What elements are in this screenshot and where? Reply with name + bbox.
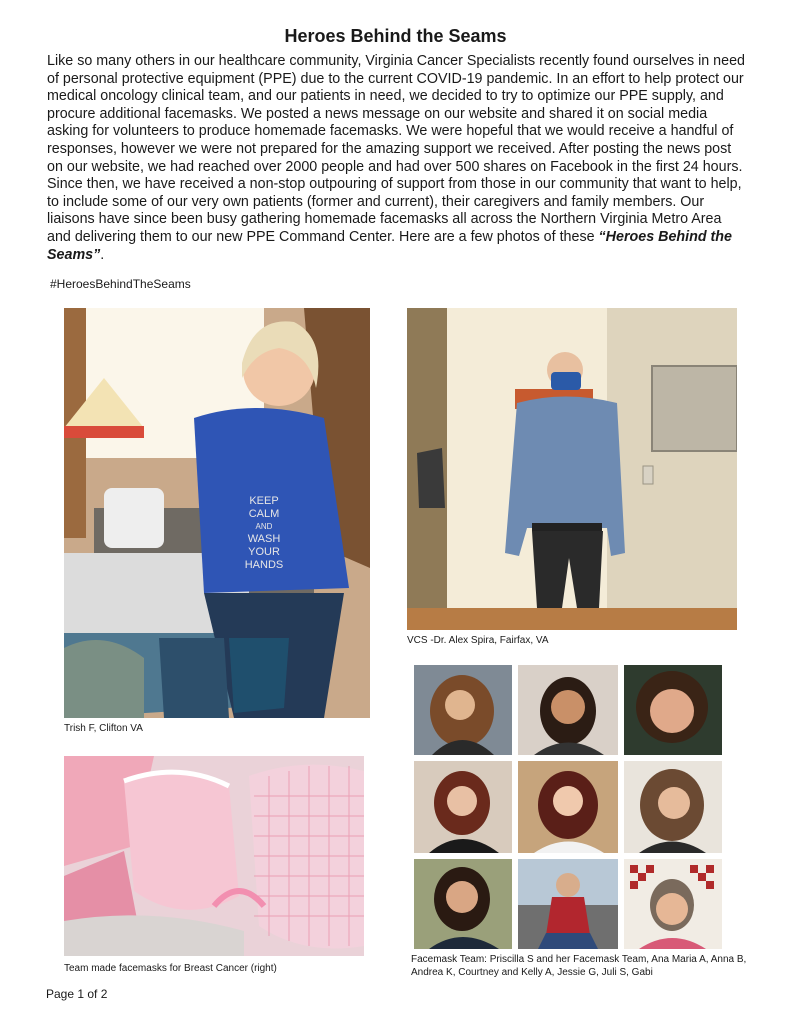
- shirt-line-6: HANDS: [244, 559, 284, 571]
- team-grid-illustration: [414, 665, 722, 949]
- team-tile-4: [414, 761, 512, 853]
- shirt-line-5: YOUR: [248, 546, 280, 558]
- spira-photo-illustration: [407, 308, 737, 630]
- intro-end: .: [100, 246, 105, 263]
- hashtag: #HeroesBehindTheSeams: [50, 277, 191, 291]
- page-number: Page 1 of 2: [46, 987, 108, 1001]
- trish-photo-illustration: [64, 308, 370, 718]
- caption-facemask-team: Facemask Team: Priscilla S and her Facemask Team, Ana Maria A, Anna B, Andrea K, Courtney and Kelly A, Jessie G, Juli S, Gabi: [411, 954, 747, 978]
- intro-text: Like so many others in our healthcare community, Virginia Cancer Specialists recently found ourselves in need of personal protective equipment (PPE) due to the current COVID-19 pandemic. In an effort to help protect our medical oncology clinical team, and our patients in need, we decided to try to optimize our PPE supply, and procure additional facemasks. We posted a news message on our website and shared it on social media asking for volunteers to produce homemade facemasks. We were hopeful that we would receive a handful of responses, however we were not prepared for the amazing support we received. After posting the news post on our website, we had reached over 2000 people and had over 500 shares on Facebook in the first 24 hours. Since then, we have received a non-stop outpouring of support from those in our community that want to help, to include some of our very own patients (former and current), their caregivers and family members. Our liaisons have since been busy gathering homemade facemasks all across the Northern Virginia Metro Area and delivering them to our new PPE Command Center. Here are a few photos of these: [47, 53, 745, 245]
- photo-pink-facemasks: [64, 756, 364, 956]
- team-tile-8: [518, 859, 618, 949]
- photo-facemask-team-grid: [414, 665, 722, 949]
- pink-masks-illustration: [64, 756, 364, 956]
- shirt-line-4: WASH: [247, 533, 281, 545]
- team-tile-6: [624, 761, 722, 853]
- team-tile-1: [414, 665, 512, 755]
- shirt-text: [245, 495, 284, 571]
- team-tile-7: [414, 859, 512, 949]
- caption-trish: Trish F, Clifton VA: [64, 723, 143, 734]
- team-tile-9: [624, 859, 722, 949]
- photo-dr-spira: [407, 308, 737, 630]
- photo-trish-sewing: [64, 308, 370, 718]
- page-title: Heroes Behind the Seams: [284, 26, 507, 46]
- intro-paragraph: [47, 53, 747, 264]
- caption-spira: VCS -Dr. Alex Spira, Fairfax, VA: [407, 635, 549, 646]
- team-tile-2: [518, 665, 618, 755]
- intro-emphasis: “Heroes Behind the Seams”: [47, 228, 732, 263]
- shirt-line-2: CALM: [248, 508, 280, 520]
- team-tile-3: [624, 665, 722, 755]
- caption-pink-masks: Team made facemasks for Breast Cancer (right): [64, 963, 277, 974]
- team-tile-5: [518, 761, 618, 853]
- shirt-line-3: AND: [255, 522, 273, 531]
- shirt-line-1: KEEP: [249, 495, 279, 507]
